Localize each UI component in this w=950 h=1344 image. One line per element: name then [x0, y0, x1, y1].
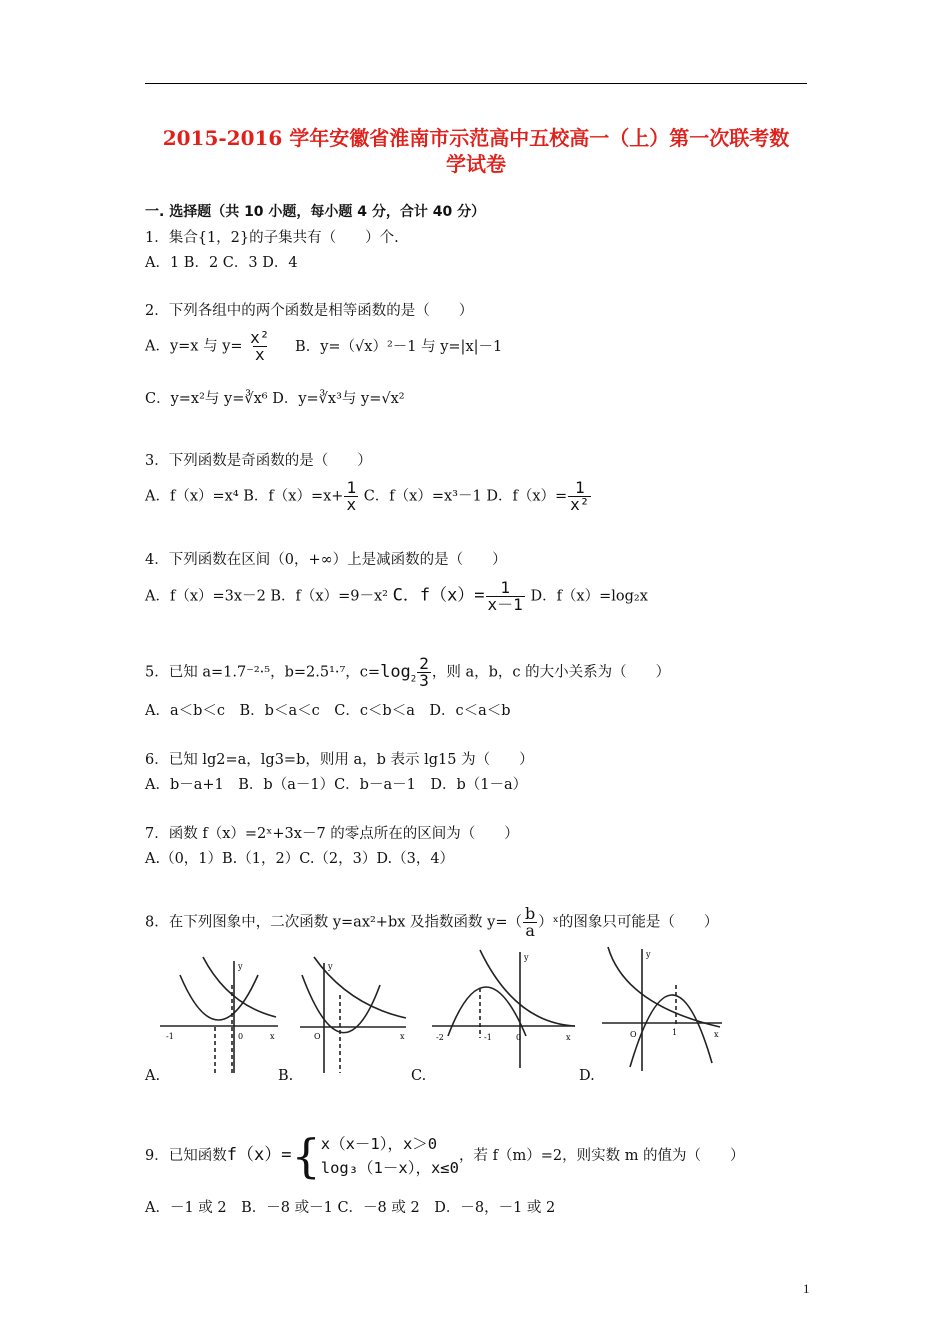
q8-stem-post: ）ˣ的图象只可能是（ ）: [538, 914, 719, 931]
svg-text:y: y: [328, 962, 333, 971]
q4-c-fraction: $\frac{1}{x-1}$: [487, 578, 523, 614]
q8-stem-pre: 8．在下列图象中，二次函数 y=ax²+bx 及指数函数 y=（: [145, 914, 522, 931]
page-number: 1: [803, 1281, 810, 1296]
q5-stem-pre: 5．已知 a=1.7⁻²·⁵，b=2.5¹·⁷，c=: [145, 664, 381, 681]
q9-stem: [145, 1125, 745, 1186]
svg-text:O: O: [630, 1030, 637, 1039]
q4-option-b: B．f（x）=9－x²: [270, 588, 388, 605]
q2-fraction-numerator: x²: [250, 328, 270, 347]
graph-d: [600, 945, 725, 1073]
q9-brace: {: [291, 1129, 321, 1183]
svg-text:y: y: [646, 950, 651, 959]
q3-option-b: B．f（x）=x+: [243, 488, 344, 505]
q4-stem: 4．下列函数在区间（0，+∞）上是减函数的是（ ）: [145, 552, 507, 568]
q8-stem: [145, 906, 718, 939]
q8-fraction: $\frac{b}{a}$: [524, 904, 536, 940]
q3-option-a: A．f（x）=x⁴: [145, 488, 239, 505]
q4-option-c: C．f（x）=: [392, 585, 485, 606]
graph-a: [158, 955, 283, 1075]
svg-text:-2: -2: [436, 1033, 444, 1042]
q6-stem: 6．已知 lg2=a，lg3=b，则用 a，b 表示 lg15 为（ ）: [145, 752, 534, 768]
q9-case-1: x（x－1），x＞0: [320, 1135, 438, 1153]
svg-text:x: x: [400, 1032, 405, 1041]
graph-b: [298, 955, 413, 1075]
q2-options-ab: [145, 330, 502, 363]
q4-option-d: D．f（x）=log₂x: [530, 588, 648, 605]
q9-options: A．－1 或 2 B．－8 或－1 C．－8 或 2 D．－8，－1 或 2: [145, 1200, 556, 1216]
page-title: [145, 125, 807, 177]
q3-options: [145, 480, 592, 513]
q4-options: [145, 580, 648, 613]
svg-text:1: 1: [672, 1028, 678, 1037]
q1-options: A．1 B．2 C．3 D．4: [145, 255, 298, 271]
svg-text:O: O: [314, 1032, 321, 1041]
q5-options: A．a＜b＜c B．b＜a＜c C．c＜b＜a D．c＜a＜b: [145, 703, 511, 719]
q7-options: A.（0，1）B.（1，2）C.（2，3）D.（3，4）: [145, 851, 455, 867]
svg-text:x: x: [270, 1032, 275, 1041]
q7-stem: 7．函数 f（x）=2ˣ+3x－7 的零点所在的区间为（ ）: [145, 826, 519, 842]
q3-option-c: C．f（x）=x³－1: [363, 488, 482, 505]
q3-d-fraction: $\frac{1}{\text{x²}}$: [570, 478, 590, 514]
svg-text:-1: -1: [166, 1032, 174, 1041]
svg-text:-1: -1: [484, 1033, 492, 1042]
q9-fx: f（x）=: [226, 1145, 292, 1165]
svg-text:0: 0: [238, 1032, 244, 1041]
q9-stem-pre: 9．已知函数: [145, 1148, 227, 1164]
q4-option-a: A．f（x）=3x－2: [145, 588, 266, 605]
q1-stem: 1．集合{1，2}的子集共有（ ）个.: [145, 230, 399, 246]
title-line-1: 2015-2016 学年安徽省淮南市示范高中五校高一（上）第一次联考数: [162, 126, 790, 150]
q9-case-2: log₃（1－x），x≤0: [320, 1159, 459, 1177]
svg-text:y: y: [238, 962, 243, 971]
q3-b-fraction: $\frac{1}{x}$: [346, 478, 357, 514]
svg-text:0: 0: [516, 1033, 522, 1042]
graph-b-label: B.: [278, 1068, 294, 1084]
section-heading: 一. 选择题（共 10 小题，每小题 4 分，合计 40 分）: [145, 204, 486, 220]
q5-log: $\log_2$: [380, 661, 417, 684]
q9-stem-post: ，若 f（m）=2，则实数 m 的值为（ ）: [458, 1148, 745, 1164]
header-rule: [145, 83, 807, 84]
q5-stem-post: ，则 a，b，c 的大小关系为（ ）: [431, 664, 671, 681]
svg-text:x: x: [566, 1033, 571, 1042]
graph-a-label: A.: [145, 1068, 161, 1084]
q3-stem: 3．下列函数是奇函数的是（ ）: [145, 453, 372, 469]
graph-d-label: D.: [579, 1068, 595, 1084]
q3-option-d: D．f（x）=: [486, 488, 568, 505]
q2-option-b: B．y=（√x）²－1 与 y=|x|－1: [295, 338, 503, 355]
svg-text:y: y: [524, 953, 529, 962]
q6-options: A．b－a+1 B．b（a－1）C．b－a－1 D．b（1－a）: [145, 777, 528, 793]
graph-c-label: C.: [411, 1068, 427, 1084]
q2-stem: 2．下列各组中的两个函数是相等函数的是（ ）: [145, 303, 474, 319]
q9-cases: [321, 1132, 459, 1180]
q2-option-a: A．y=x 与 y=: [145, 338, 243, 355]
q2-fraction: [248, 330, 271, 363]
svg-text:x: x: [714, 1030, 719, 1039]
q5-stem: [145, 656, 670, 689]
title-line-2: 学试卷: [446, 152, 506, 176]
q2-fraction-denominator: x: [254, 345, 265, 364]
graph-c: [430, 948, 580, 1070]
q5-log-fraction: $\frac{2}{3}$: [419, 654, 429, 690]
q2-options-cd: C．y=x²与 y=∛x⁶ D．y=∛x³与 y=√x²: [145, 391, 405, 407]
